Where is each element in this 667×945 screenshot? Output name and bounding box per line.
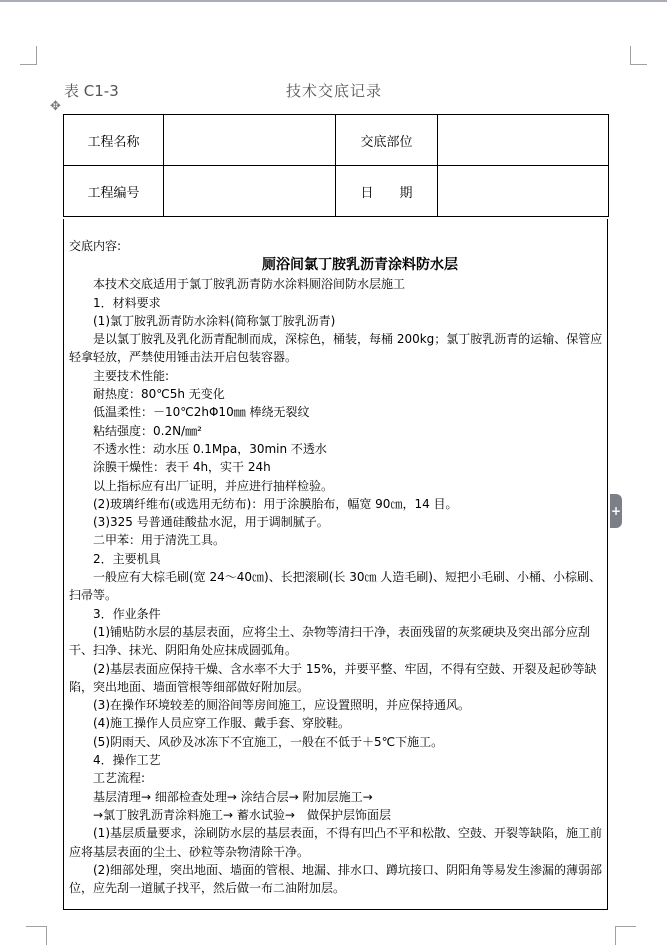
paragraph: 低温柔性：－10℃2hΦ10㎜ 棒绕无裂纹 [93,405,310,420]
paragraph: 耐热度：80℃5h 无变化 [93,387,225,402]
crop-mark-top-right [630,46,647,65]
crop-mark-bottom-right [615,926,636,945]
paragraph: 工艺流程: [93,771,146,786]
process-flow-line: 基层清理→ 细部检查处理→ 涂结合层→ 附加层施工→ [93,789,373,804]
project-name-value[interactable] [164,115,336,166]
paragraph: (4)施工操作人员应穿工作服、戴手套、穿胶鞋。 [93,716,350,731]
paragraph: 不透水性：动水压 0.1Mpa，30min 不透水 [93,441,327,456]
paragraph: (1)基层质量要求，涂刷防水层的基层表面，不得有凹凸不平和松散、空鼓、开裂等缺陷，施工前应将基层表面的尘土、砂粒等杂物清除干净。 [69,826,603,859]
form-code: 表 C1-3 [64,82,119,100]
paragraph: (3)在操作环境较差的厕浴间等房间施工，应设置照明，并应保持通风。 [93,698,471,713]
project-name-label: 工程名称 [64,115,164,166]
section-heading: 3．作业条件 [93,606,161,621]
handover-content [69,237,603,897]
process-flow-line: →氯丁胺乳沥青涂料施工→ 蓄水试验→ 做保护层饰面层 [93,807,391,822]
paragraph: (1)铺贴防水层的基层表面，应将尘土、杂物等清扫干净，表面残留的灰浆硬块及突出部分应刮干、扫净、抹光、阴阳角处应抹成圆弧角。 [69,624,591,658]
paragraph: (5)阴雨天、风砂及冰冻下不宜施工，一般在不低于＋5℃下施工。 [93,734,444,749]
paragraph: 是以氯丁胺乳及乳化沥青配制而成，深棕色，桶装，每桶 200kg；氯丁胺乳沥青的运输、保管应轻拿轻放，严禁使用锤击法开启包装容器。 [69,332,603,365]
handover-content-cell[interactable] [63,219,608,910]
crop-mark-bottom-left [26,926,47,945]
content-title: 厕浴间氯丁胺乳沥青涂料防水层 [262,257,458,274]
paragraph: 以上指标应有出厂证明，并应进行抽样检验。 [93,478,334,493]
window-top-border [0,0,667,2]
table-row [64,115,609,166]
table-move-handle-icon[interactable]: ✥ [50,99,61,114]
project-number-label: 工程编号 [64,166,164,217]
paragraph: 本技术交底适用于氯丁胺乳沥青防水涂料厕浴间防水层施工 [93,277,406,292]
handover-location-label: 交底部位 [336,115,438,166]
section-heading: 4．操作工艺 [93,753,161,768]
paragraph: (2)细部处理，突出地面、墙面的管根、地漏、排水口、蹲坑接口、阴阳角等易发生渗漏的薄弱部位，应先刮一道腻子找平，然后做一布二油附加层。 [69,862,603,896]
paragraph: 主要技术性能: [93,368,170,383]
paragraph: (1)氯丁胺乳沥青防水涂料(简称氯丁胺乳沥青) [93,313,336,328]
paragraph: 粘结强度：0.2N/㎜² [93,423,202,438]
paragraph: 涂膜干燥性：表干 4h，实干 24h [93,460,271,475]
add-row-expand-icon[interactable]: + [610,494,622,528]
paragraph: 一般应有大棕毛刷(宽 24～40㎝)、长把滚刷(长 30㎝ 人造毛刷)、短把小毛刷、小桶、小棕刷、扫帚等。 [69,570,601,603]
date-value[interactable] [438,166,609,217]
table-row [64,166,609,217]
paragraph: (2)玻璃纤维布(或选用无纺布)：用于涂膜胎布，幅宽 90㎝，14 目。 [93,496,458,511]
crop-mark-top-left [20,46,37,65]
project-info-table [63,114,609,217]
handover-location-value[interactable] [438,115,609,166]
paragraph: (3)325 号普通硅酸盐水泥，用于调制腻子。 [93,515,329,530]
document-title: 技术交底记录 [286,82,383,100]
paragraph: 二甲苯：用于清洗工具。 [93,533,226,548]
date-label: 日 期 [336,166,438,217]
section-heading: 2．主要机具 [93,551,161,566]
project-number-value[interactable] [164,166,336,217]
paragraph: (2)基层表面应保持干燥、含水率不大于 15%，并要平整、牢固，不得有空鼓、开裂及起砂等缺陷，突出地面、墙面管根等细部做好附加层。 [69,661,597,694]
content-label: 交底内容: [69,239,122,253]
section-heading: 1．材料要求 [93,295,161,310]
